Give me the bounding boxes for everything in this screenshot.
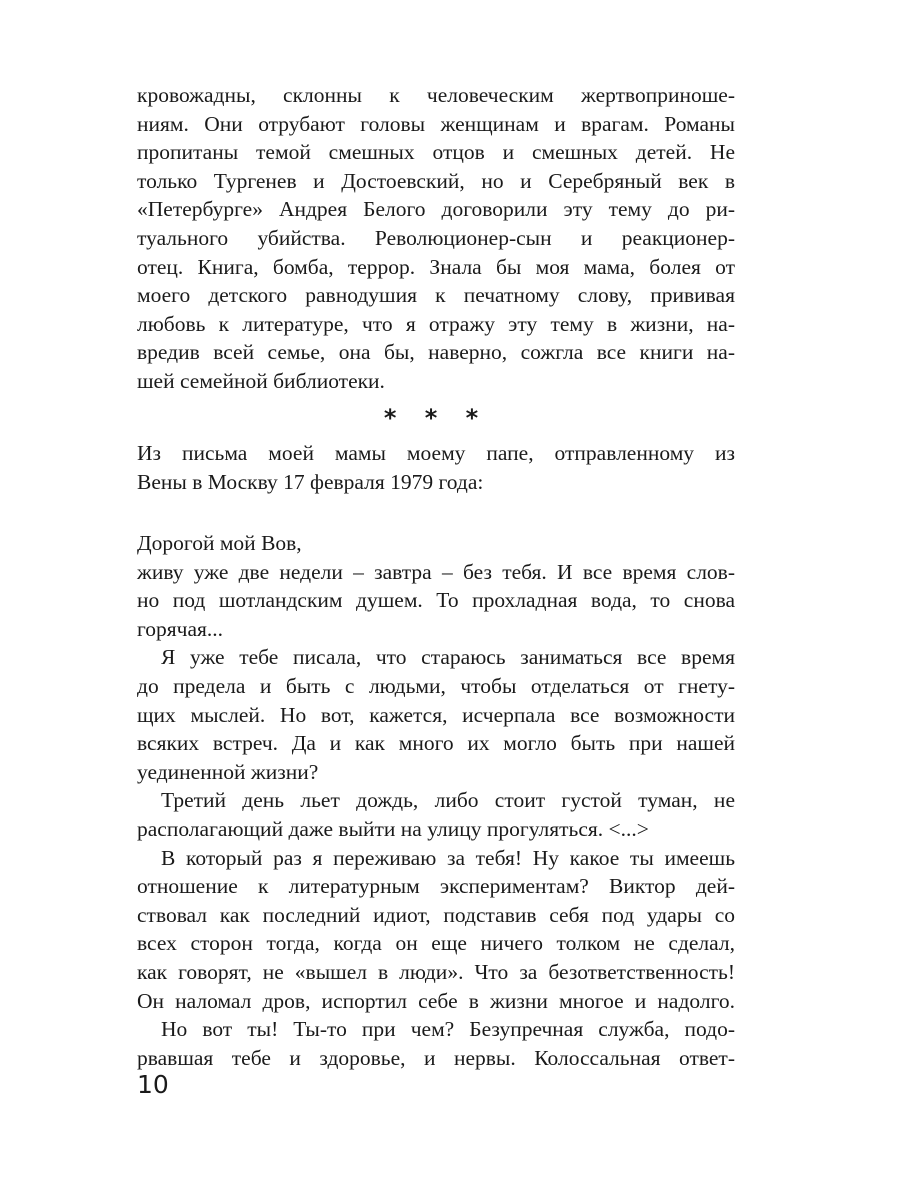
text-line: туального убийства. Революционер-сын и реакционер- — [137, 225, 735, 250]
text-line: располагающий даже выйти на улицу прогуляться. <...> — [137, 816, 649, 841]
text-line: кровожадны, склонны к человеческим жертвоприноше- — [137, 83, 735, 107]
text-line: пропитаны темой смешных отцов и смешных детей. Не — [137, 140, 735, 165]
text-line: ствовал как последний идиот, подставив себя под удары со — [137, 902, 735, 927]
text-line: «Петербурге» Андрея Белого договорили эту тему до ри- — [137, 197, 735, 222]
text-line: до предела и быть с людьми, чтобы отделаться от гнету- — [137, 673, 735, 698]
text-line: Но вот ты! Ты-то при чем? Безупречная служба, подо- — [161, 1017, 735, 1042]
text-line: только Тургенев и Достоевский, но и Серебряный век в — [137, 168, 735, 193]
text-line: уединенной жизни? — [137, 759, 319, 784]
letter-intro — [137, 439, 735, 496]
text-line: Из письма моей мамы моему папе, отправленному из — [137, 441, 735, 465]
text-line: рвавшая тебе и здоровье, и нервы. Колоссальная ответ- — [137, 1045, 735, 1070]
text-line: отношение к литературным экспериментам? Виктор дей- — [137, 874, 735, 899]
text-line: моего детского равнодушия к печатному слову, прививая — [137, 283, 735, 308]
page-number: 10 — [137, 1070, 169, 1099]
text-line: всех сторон тогда, когда он еще ничего толком не сделал, — [137, 931, 735, 956]
text-line: шей семейной библиотеки. — [137, 368, 385, 393]
text-line: Вены в Москву 17 февраля 1979 года: — [137, 469, 484, 494]
text-line: любовь к литературе, что я отражу эту тему в жизни, на- — [137, 311, 735, 336]
text-line: но под шотландским душем. То прохладная вода, то снова — [137, 588, 735, 613]
text-line: как говорят, не «вышел в люди». Что за безответственность! — [137, 959, 735, 984]
text-line: В который раз я переживаю за тебя! Ну какое ты имеешь — [161, 845, 735, 870]
paragraph-intro — [137, 81, 735, 396]
text-line: всяких встреч. Да и как много их могло быть при нашей — [137, 731, 735, 756]
text-line: Третий день льет дождь, либо стоит густой туман, не — [161, 788, 735, 813]
text-line: Я уже тебе писала, что стараюсь заниматься все время — [161, 645, 735, 670]
text-line: отец. Книга, бомба, террор. Знала бы моя мама, болея от — [137, 254, 735, 279]
text-line: живу уже две недели – завтра – без тебя. И все время слов- — [137, 559, 735, 584]
text-line: щих мыслей. Но вот, кажется, исчерпала все возможности — [137, 702, 735, 727]
text-line: ниям. Они отрубают головы женщинам и врагам. Романы — [137, 111, 735, 136]
text-line: горячая... — [137, 616, 224, 641]
section-separator: * * * — [383, 404, 489, 432]
text-line: вредив всей семье, она бы, наверно, сожгла все книги на- — [137, 340, 735, 365]
letter-salutation: Дорогой мой Вов, — [137, 531, 302, 555]
letter-body — [137, 529, 735, 1072]
text-line: Он наломал дров, испортил себе в жизни многое и надолго. — [137, 988, 735, 1013]
